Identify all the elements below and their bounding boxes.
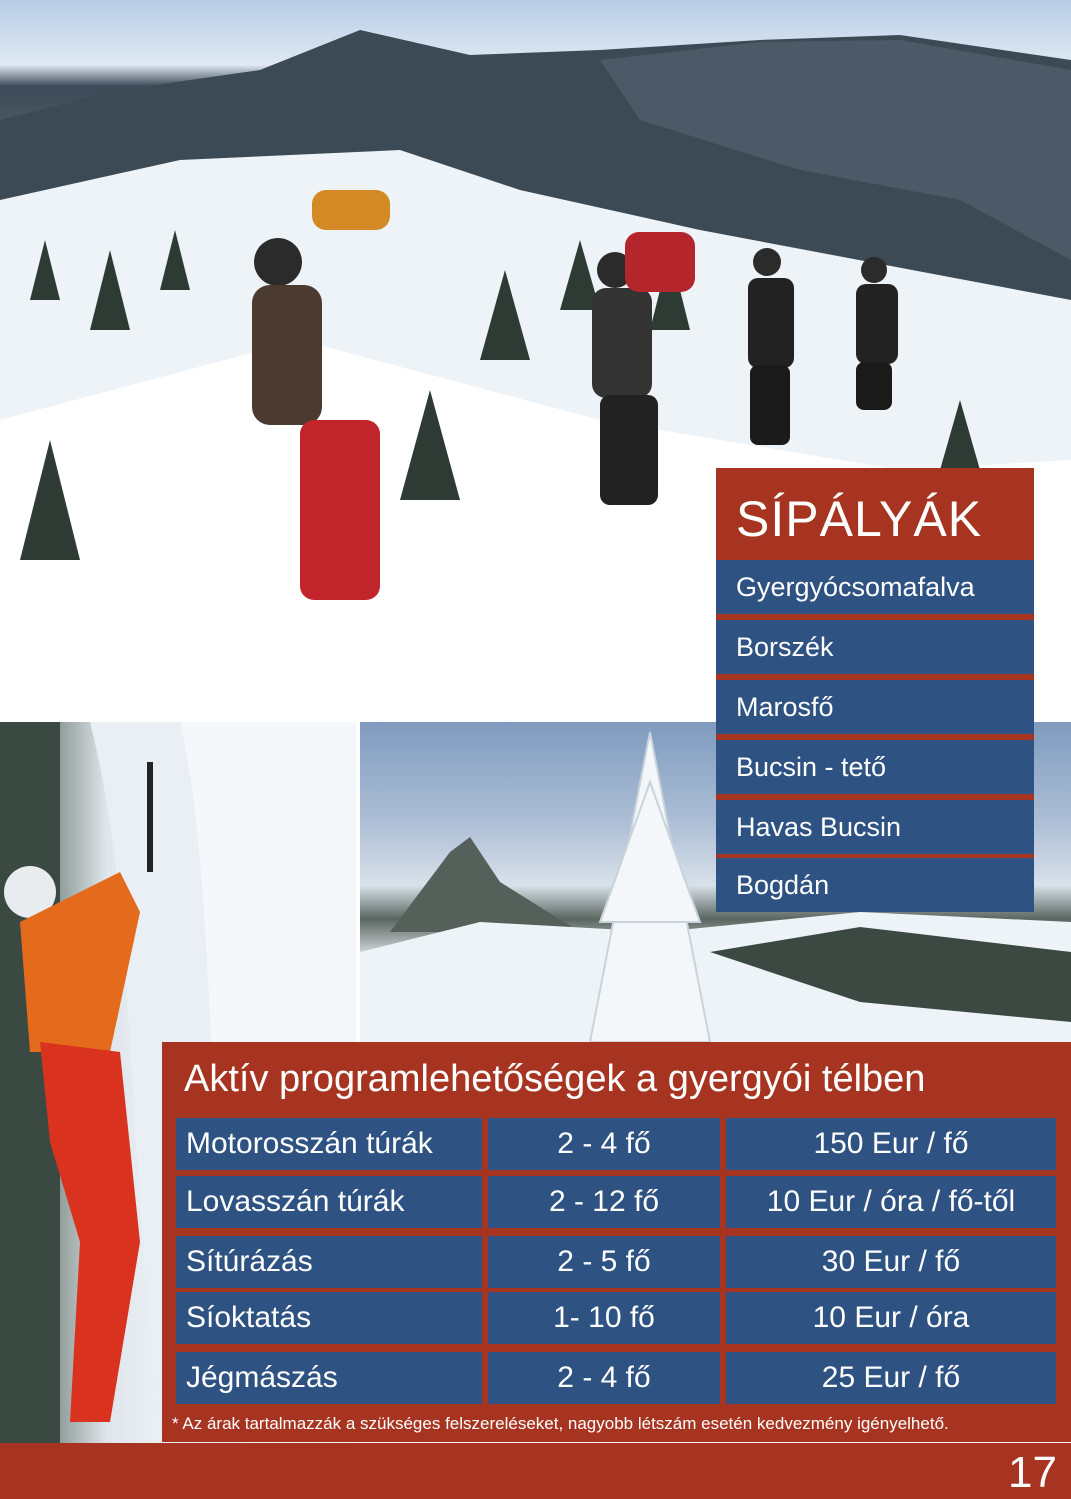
activity-group-size: 2 - 12 fő [488,1176,720,1228]
activity-group-size: 1- 10 fő [488,1292,720,1344]
ski-slope-item: Borszék [716,620,1034,674]
price-footnote: * Az árak tartalmazzák a szükséges felszereléseket, nagyobb létszám esetén kedvezmény igényelhető. [172,1414,949,1433]
activity-price: 150 Eur / fő [726,1118,1056,1170]
ski-slope-item: Gyergyócsomafalva [716,560,1034,614]
ski-slope-item: Bucsin - tető [716,740,1034,794]
page-number: 17 [1008,1448,1057,1497]
activity-group-size: 2 - 5 fő [488,1236,720,1288]
activity-name: Motorosszán túrák [176,1118,482,1170]
activity-group-size: 2 - 4 fő [488,1352,720,1404]
ski-slopes-panel [716,468,1034,912]
activity-name: Lovasszán túrák [176,1176,482,1228]
activity-name: Jégmászás [176,1352,482,1404]
ski-slope-item: Bogdán [716,858,1034,912]
ski-slope-item: Havas Bucsin [716,800,1034,854]
activity-price: 10 Eur / óra / fő-től [726,1176,1056,1228]
winter-activities-table [162,1042,1071,1442]
activity-price: 30 Eur / fő [726,1236,1056,1288]
activity-name: Síoktatás [176,1292,482,1344]
activities-title: Aktív programlehetőségek a gyergyói télben [184,1058,926,1100]
ski-slopes-title: SÍPÁLYÁK [736,491,983,547]
ski-slope-item: Marosfő [716,680,1034,734]
activity-price: 25 Eur / fő [726,1352,1056,1404]
activity-group-size: 2 - 4 fő [488,1118,720,1170]
activity-name: Sítúrázás [176,1236,482,1288]
activity-price: 10 Eur / óra [726,1292,1056,1344]
footer-bar [0,1443,1071,1499]
